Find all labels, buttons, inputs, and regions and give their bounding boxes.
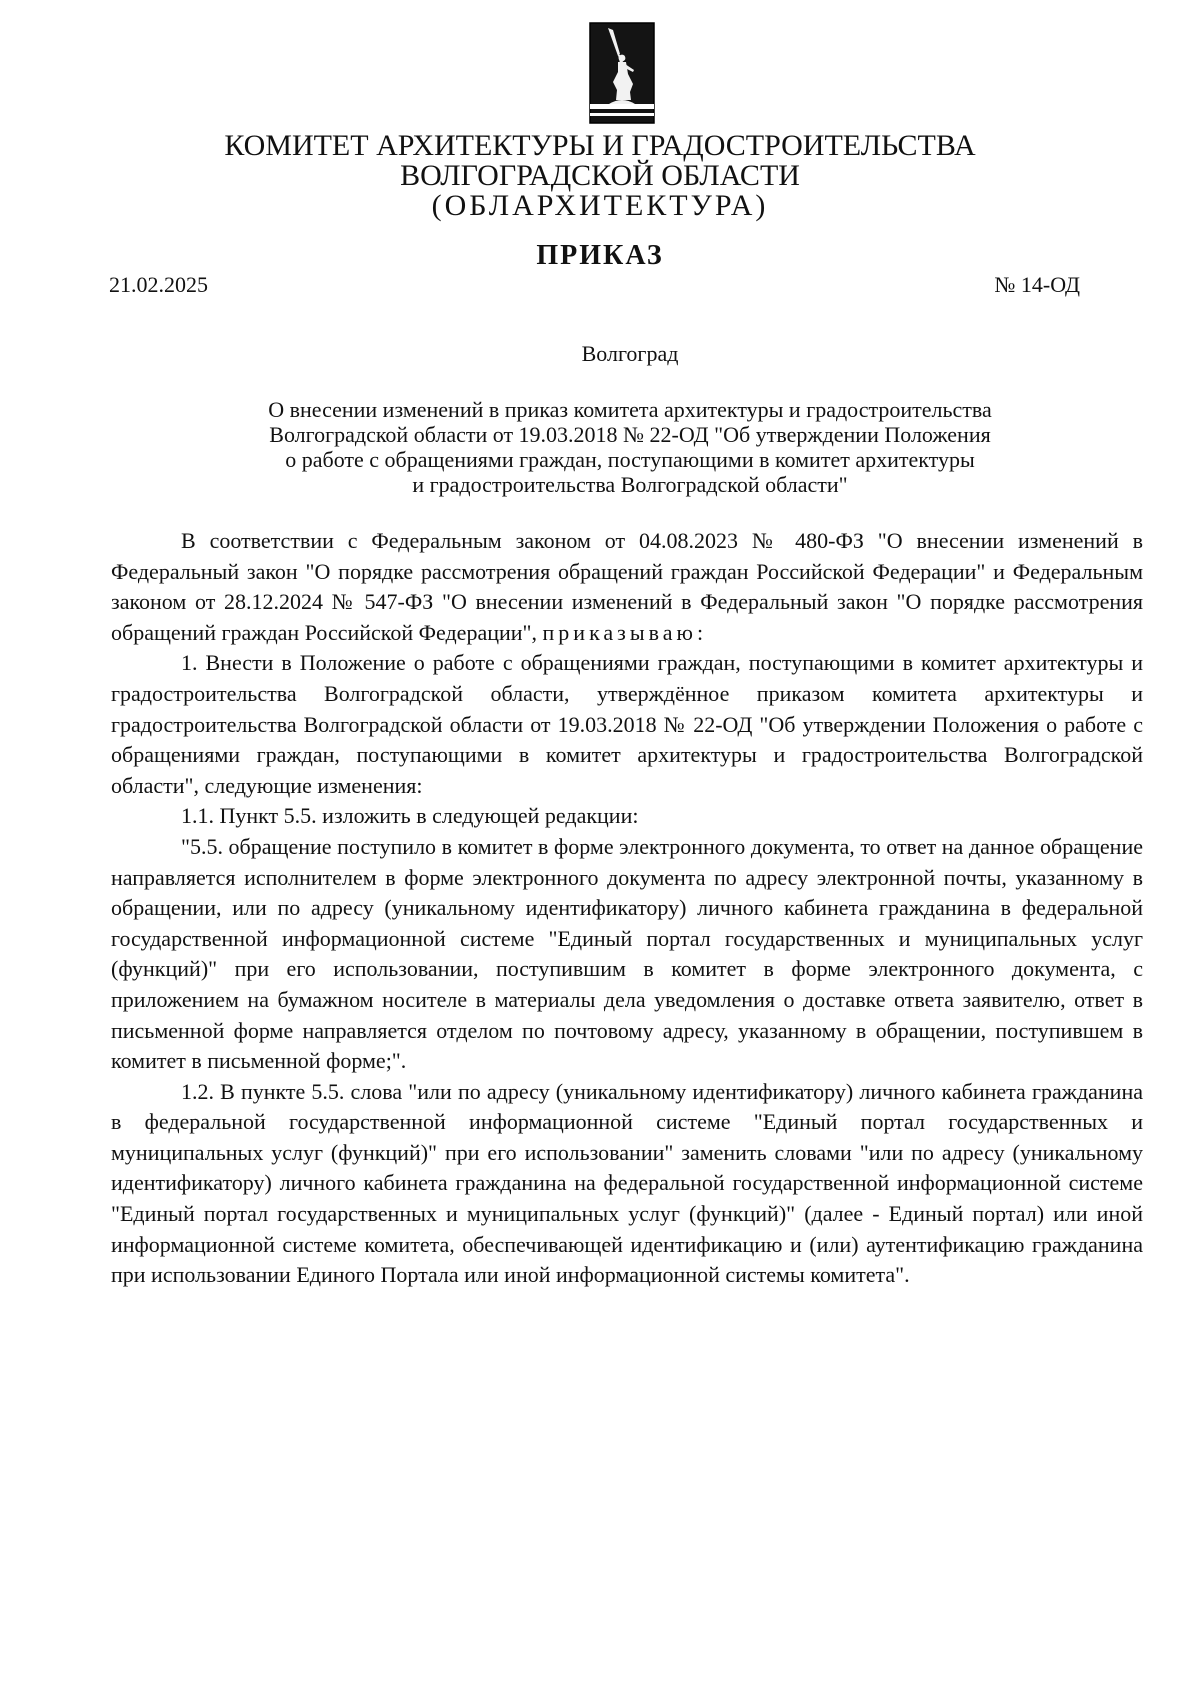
item-1-2-paragraph: 1.2. В пункте 5.5. слова "или по адресу (уникальному идентификатору) личного кабинета гражданина в федеральной государственной информационной системе "Единый портал государственных и муниципальных услуг (функций)" при его использовании" заменить словами "или по адресу (уникальному идентификатору) личного кабинета гражданина на федеральной государственной информационной системе "Единый портал государственных и муниципальных услуг (функций)" (далее - Единый портал) или иной информационной системе комитета, обеспечивающей идентификацию и (или) аутентификацию гражданина при использовании Единого Портала или иной информационной системы комитета". [111,1078,1143,1288]
coat-of-arms-emblem [589,22,655,126]
preamble-paragraph [111,526,1143,648]
organization-header [0,131,1200,221]
org-name-line-2: ВОЛГОГРАДСКОЙ ОБЛАСТИ [400,159,800,192]
document-body [111,526,1143,1291]
item-1-1-text-paragraph: "5.5. обращение поступило в комитет в форме электронного документа, то ответ на данное обращение направляется исполнителем в форме электронного документа по адресу электронной почты, указанному в обращении, или по адресу (уникальному идентификатору) личного кабинета гражданина в федеральной государственной информационной системе "Единый портал государственных и муниципальных услуг (функций)" при его использовании, поступившим в комитет в форме электронного документа, с приложением на бумажном носителе в материалы дела уведомления о доставке ответа заявителю, ответ в письменной форме направляется отделом по почтовому адресу, указанному в обращении, поступившем в комитет в письменной форме;". [111,833,1143,1074]
preamble-text: В соответствии с Федеральным законом от 04.08.2023 № 480-ФЗ "О внесении изменений в Федеральный закон "О порядке рассмотрения обращений граждан Российской Федерации" и Федеральным законом от 28.12.2024 № 547-ФЗ "О внесении изменений в Федеральный закон "О порядке рассмотрения обращений граждан Российской Федерации", [111,528,1143,645]
document-number: № 14-ОД [994,272,1080,297]
org-name-line-1: КОМИТЕТ АРХИТЕКТУРЫ И ГРАДОСТРОИТЕЛЬСТВА [224,129,976,162]
document-date: 21.02.2025 [109,272,208,297]
org-short-name: (ОБЛАРХИТЕКТУРА) [431,189,769,222]
document-subject [160,397,1100,497]
item-1-paragraph: 1. Внести в Положение о работе с обращениями граждан, поступающими в комитет архитектуры и градостроительства Волгоградской области, утверждённое приказом комитета архитектуры и градостроительства Волгоградской области от 19.03.2018 № 22-ОД "Об утверждении Положения о работе с обращениями граждан, поступающими в комитет архитектуры и градостроительства Волгоградской области", следующие изменения: [111,650,1143,798]
item-1-1-paragraph: 1.1. Пункт 5.5. изложить в следующей редакции: [181,803,639,829]
document-type-title: ПРИКАЗ [536,240,664,271]
subject-line: о работе с обращениями граждан, поступающими в комитет архитектуры [285,447,975,472]
subject-line: О внесении изменений в приказ комитета архитектуры и градостроительства [268,397,992,422]
coat-of-arms-icon [589,22,655,126]
subject-line: Волгоградской области от 19.03.2018 № 22-ОД "Об утверждении Положения [269,422,991,447]
order-word: приказываю: [542,619,708,645]
subject-line: и градостроительства Волгоградской области" [412,472,848,497]
document-place: Волгоград [581,341,679,366]
